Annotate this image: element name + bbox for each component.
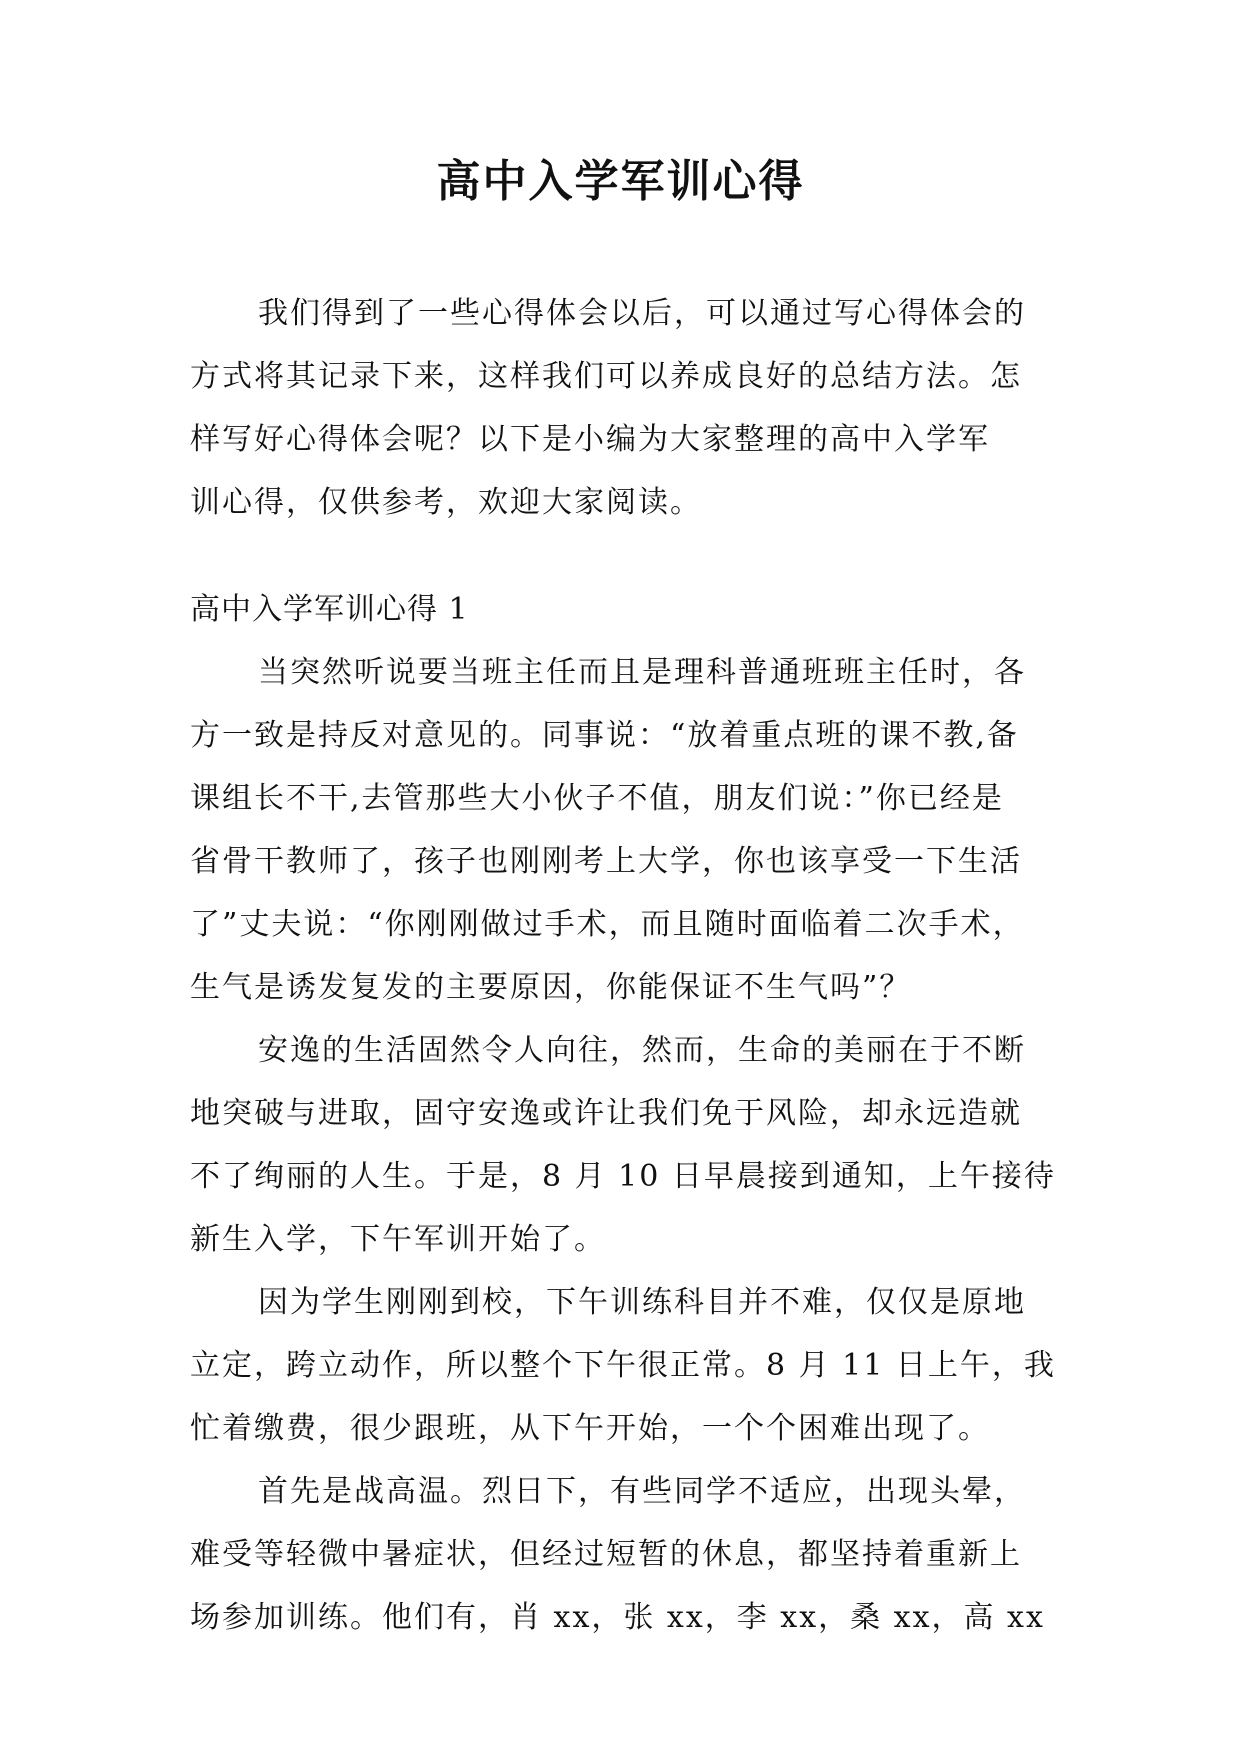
paragraph-line: 忙着缴费，很少跟班，从下午开始，一个个困难出现了。 [190, 1411, 990, 1446]
intro-paragraph [190, 282, 1060, 534]
paragraph-line: 生气是诱发复发的主要原因，你能保证不生气吗”？ [190, 970, 912, 1005]
paragraph-line: 首先是战高温。烈日下，有些同学不适应，出现头晕， [258, 1474, 1026, 1509]
intro-line: 训心得，仅供参考，欢迎大家阅读。 [190, 485, 702, 520]
paragraph-line: 地突破与进取，固守安逸或许让我们免于风险，却永远造就 [190, 1096, 1022, 1131]
paragraph-line: 场参加训练。他们有，肖 xx，张 xx，李 xx，桑 xx，高 xx [190, 1600, 1045, 1635]
paragraph-line: 新生入学，下午军训开始了。 [190, 1222, 606, 1257]
paragraph-line: 省骨干教师了，孩子也刚刚考上大学，你也该享受一下生活 [190, 844, 1022, 879]
paragraph-line: 课组长不干,去管那些大小伙子不值，朋友们说：”你已经是 [190, 781, 1004, 816]
paragraph-line: 难受等轻微中暑症状，但经过短暂的休息，都坚持着重新上 [190, 1537, 1022, 1572]
paragraph-line: 方一致是持反对意见的。同事说：“放着重点班的课不教,备 [190, 718, 1019, 753]
section-heading: 高中入学军训心得 1 [190, 592, 469, 627]
paragraph-line: 因为学生刚刚到校，下午训练科目并不难，仅仅是原地 [258, 1285, 1026, 1320]
paragraph-line: 当突然听说要当班主任而且是理科普通班班主任时，各 [258, 655, 1026, 690]
intro-line: 我们得到了一些心得体会以后，可以通过写心得体会的 [258, 296, 1026, 331]
document-title: 高中入学军训心得 [436, 156, 805, 207]
paragraph-line: 了”丈夫说：“你刚刚做过手术，而且随时面临着二次手术， [190, 907, 1025, 942]
paragraph-line: 立定，跨立动作，所以整个下午很正常。8 月 11 日上午，我 [190, 1348, 1056, 1383]
intro-line: 样写好心得体会呢？以下是小编为大家整理的高中入学军 [190, 422, 990, 457]
paragraph-line: 不了绚丽的人生。于是，8 月 10 日早晨接到通知，上午接待 [190, 1159, 1056, 1194]
main-body [190, 641, 1060, 1649]
paragraph-line: 安逸的生活固然令人向往，然而，生命的美丽在于不断 [258, 1033, 1026, 1068]
intro-line: 方式将其记录下来，这样我们可以养成良好的总结方法。怎 [190, 359, 1022, 394]
